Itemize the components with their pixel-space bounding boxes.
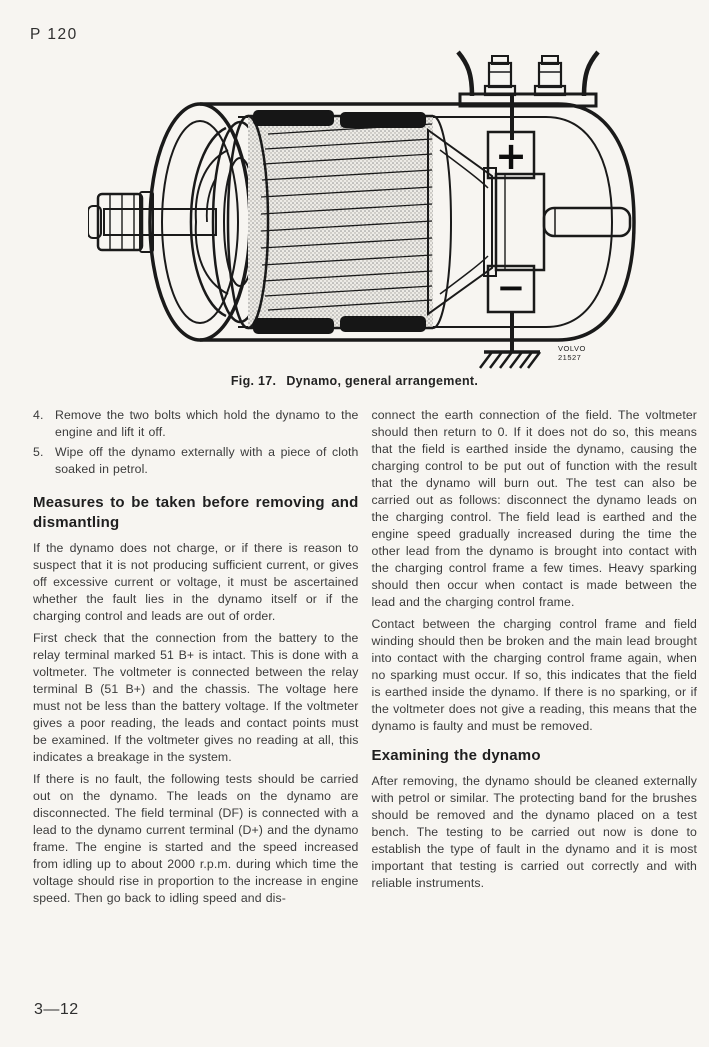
- plus-symbol: +: [495, 134, 527, 178]
- mounting-bracket: [458, 52, 598, 106]
- bracket-bolt-left: [485, 56, 515, 95]
- figure-credit: [558, 344, 586, 362]
- figure-caption-text: Dynamo, general arrangement.: [286, 374, 479, 388]
- list-item-4-number: 4.: [33, 408, 44, 422]
- minus-symbol: −: [496, 268, 526, 308]
- winding-overhang: [428, 130, 492, 314]
- list-item-5-text: Wipe off the dynamo externally with a piece of cloth soaked in petrol.: [55, 445, 359, 476]
- page-number: 3—12: [34, 1001, 79, 1018]
- plus-terminal: [488, 96, 534, 178]
- left-paragraph-1: If the dynamo does not charge, or if there is reason to suspect that it is not producing sufficient current, or gives off excessive current or voltage, it must be ascertained whether the fault lies in the dynamo itself or if the charging control and leads are out of order.: [33, 541, 359, 623]
- section-heading-examining: Examining the dynamo: [371, 747, 541, 764]
- figure-caption-label: Fig. 17.: [230, 374, 277, 388]
- page-header-code: P 120: [30, 26, 78, 43]
- cooling-fan: [191, 128, 228, 316]
- dynamo-cutaway-drawing: [88, 50, 653, 372]
- shaft-nut: [88, 194, 142, 250]
- right-paragraph-3: After removing, the dynamo should be cleaned externally with petrol or similar. The protecting band for the brushes should be removed and the dynamo placed on a test bench. The testing to be carried out now is done to establish the type of fault in the dynamo and it is most important that testing is carried out correctly and with reliable instruments.: [371, 774, 697, 890]
- dynamo-figure: [88, 50, 653, 372]
- armature-core: [228, 110, 451, 334]
- right-column: [372, 407, 698, 912]
- left-column: [33, 407, 359, 912]
- list-item-4: [33, 407, 359, 441]
- left-paragraph-2: First check that the connection from the battery to the relay terminal marked 51 B+ is intact. This is done with a voltmeter. The voltmeter is connected between the relay terminal B (51 B+) and the chassis. The voltage here must not be less than the battery voltage. If the voltmeter gives a poor reading, the leads and contact points must be examined. If the voltmeter gives no reading at all, this indicates a breakage in the system.: [33, 631, 359, 764]
- credit-line-1: VOLVO: [558, 344, 586, 353]
- list-item-5-number: 5.: [33, 445, 44, 459]
- bracket-bolt-right: [535, 56, 565, 95]
- list-item-5: [33, 444, 359, 478]
- ground-symbol: [480, 352, 540, 368]
- right-paragraph-1: connect the earth connection of the field. The voltmeter should then return to 0. If it does not do so, this means that the field is earthed inside the dynamo, causing the charging control to be put out of function with the result that the dynamo will burn out. The test can also be carried out as follows: disconnect the dynamo leads on the charging control. The field lead is earthed and the engine speed gradually increased during the time the other lead from the dynamo is brought into contact with the charging control frame a few times. Heavy sparking should then occur when contact is made between the lead and the charging control frame.: [371, 408, 697, 609]
- text-columns: [33, 407, 697, 912]
- left-paragraph-3: If there is no fault, the following tests should be carried out on the dynamo. The leads on the dynamo are disconnected. The field terminal (DF) is connected with a lead to the dynamo current terminal (D+) and the dynamo frame. The engine is started and the speed increased from idling up to about 2000 r.p.m. during which time the voltage should rise in proportion to the increase in engine speed. Then go back to idling speed and dis-: [33, 772, 359, 905]
- figure-caption: [0, 374, 709, 388]
- right-paragraph-2: Contact between the charging control frame and field winding should then be broken and the main lead brought into contact with the charging control frame again, when no sparking must occur. If so, this indicates that the field is earthed inside the dynamo. If there is no sparking, or if the voltmeter does not give a reading, this means that the dynamo is faulty and must be removed.: [371, 617, 697, 733]
- shaft-commutator-end: [544, 208, 630, 236]
- section-heading-measures: Measures to be taken before removing and dismantling: [33, 494, 359, 531]
- credit-line-2: 21527: [558, 353, 582, 362]
- list-item-4-text: Remove the two bolts which hold the dynamo to the engine and lift it off.: [55, 408, 359, 439]
